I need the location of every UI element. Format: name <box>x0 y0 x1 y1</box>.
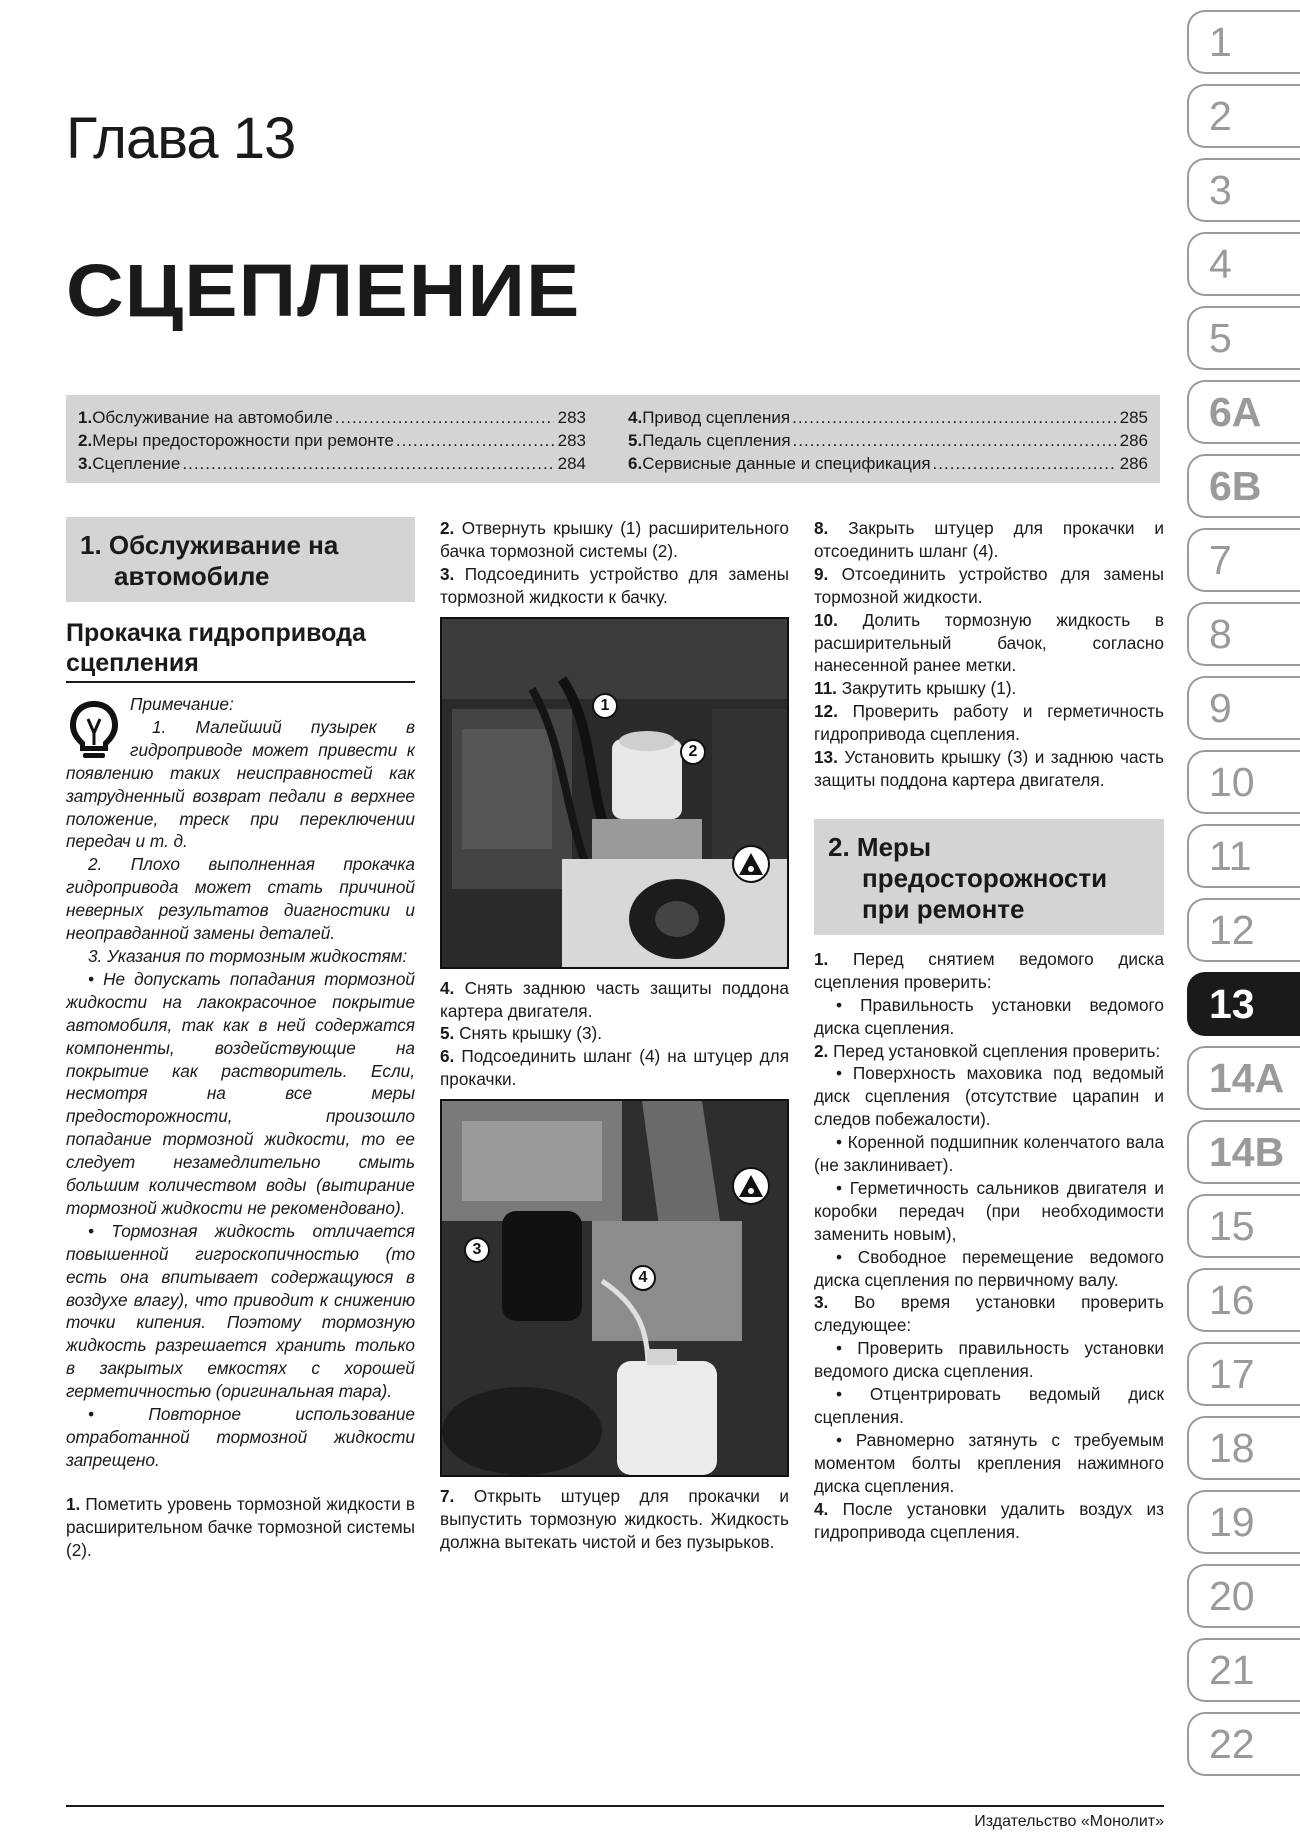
step-paragraph <box>440 1485 789 1554</box>
footer-divider <box>66 1805 1164 1807</box>
step-number: 1. <box>66 1493 81 1514</box>
section-2-title-line1: Меры <box>856 831 932 862</box>
precaution-bullet: • Свободное перемещение ведомого диска сцепления по первичному валу. <box>814 1246 1164 1290</box>
step-number: 5. <box>440 1023 455 1044</box>
engine-bay-photo <box>440 617 789 969</box>
table-of-contents <box>66 395 1160 483</box>
step-text: Подсоединить шланг (4) на штуцер для прокачки. <box>440 1046 789 1090</box>
section-2-heading <box>814 819 1164 935</box>
note-paragraph: 3. Указания по тормозным жидкостям: <box>88 945 408 966</box>
step-paragraph <box>814 563 1164 609</box>
text-column-2 <box>440 517 789 1554</box>
step-paragraph <box>440 1045 789 1091</box>
precaution-paragraph <box>814 1291 1164 1337</box>
chapter-tab[interactable]: 6A <box>1187 380 1300 444</box>
chapter-tab[interactable]: 21 <box>1187 1638 1300 1702</box>
callout-marker: 2 <box>680 739 706 765</box>
section-2-title-line3: при ремонте <box>862 893 1025 924</box>
step-number: 10. <box>814 609 838 630</box>
precaution-bullet: • Поверхность маховика под ведомый диск сцепления (отсутствие царапин и следов побежалости). <box>814 1063 1164 1130</box>
precaution-text: Во время установки проверить следующее: <box>814 1292 1164 1336</box>
step-paragraph <box>440 517 789 563</box>
step-number: 2. <box>440 518 455 538</box>
step-paragraph <box>440 977 789 1023</box>
precaution-text: После установки удалить воздух из гидропривода сцепления. <box>814 1498 1164 1542</box>
toc-leader <box>792 406 1116 429</box>
precaution-paragraph <box>814 1040 1164 1063</box>
step-paragraph <box>814 746 1164 792</box>
note-paragraph: 1. Малейший пузырек в гидроприводе может привести к появлению таких неисправностей как затрудненный возврат педали в верхнее положение, треск при переключении передач и т. д. <box>66 716 415 852</box>
precaution-bullet: • Герметичность сальников двигателя и коробки передач (при необходимости заменить новым), <box>814 1177 1164 1244</box>
toc-item-label: Меры предосторожности при ремонте <box>92 431 394 450</box>
step-paragraph <box>66 1493 415 1562</box>
step-number: 13. <box>814 747 838 768</box>
step-number: 3. <box>440 563 455 584</box>
step-number: 6. <box>440 1046 455 1067</box>
section-1-heading <box>66 517 415 602</box>
precaution-number: 4. <box>814 1498 829 1519</box>
note-block <box>66 693 415 1472</box>
toc-leader <box>182 452 553 475</box>
step-paragraph <box>440 563 789 609</box>
chapter-tab[interactable]: 11 <box>1187 824 1300 888</box>
section-1-title-line2: автомобиле <box>114 561 270 591</box>
step-text: Снять крышку (3). <box>459 1023 603 1044</box>
chapter-tab[interactable]: 1 <box>1187 10 1300 74</box>
chapter-tab[interactable]: 8 <box>1187 602 1300 666</box>
toc-item-number: 3. <box>78 454 93 473</box>
chapter-tab[interactable]: 10 <box>1187 750 1300 814</box>
toc-item-number: 5. <box>628 431 643 450</box>
toc-item-label: Сцепление <box>92 454 181 473</box>
step-number: 7. <box>440 1486 455 1507</box>
toc-leader <box>793 429 1116 452</box>
warning-icon <box>732 1167 770 1205</box>
chapter-tab[interactable]: 14A <box>1187 1046 1300 1110</box>
toc-item[interactable] <box>78 406 586 429</box>
chapter-tab[interactable]: 9 <box>1187 676 1300 740</box>
chapter-tab[interactable]: 18 <box>1187 1416 1300 1480</box>
step-text: Открыть штуцер для прокачки и выпустить тормозную жидкость. Жидкость должна вытекать чистой и без пузырьков. <box>440 1486 789 1552</box>
step-text: Пометить уровень тормозной жидкости в расширительном бачке тормозной системы (2). <box>66 1493 415 1560</box>
step-number: 8. <box>814 518 829 538</box>
step-paragraph <box>440 1022 789 1045</box>
precaution-bullet: • Отцентрировать ведомый диск сцепления. <box>814 1384 1164 1427</box>
subsection-heading: Прокачка гидропривода сцепления <box>66 618 415 683</box>
step-text: Отвернуть крышку (1) расширительного бачка тормозной системы (2). <box>440 518 789 561</box>
precaution-text: Перед снятием ведомого диска сцепления проверить: <box>814 948 1164 992</box>
step-text: Подсоединить устройство для замены тормозной жидкости к бачку. <box>440 563 789 607</box>
precaution-number: 3. <box>814 1292 829 1313</box>
chapter-tab[interactable]: 15 <box>1187 1194 1300 1258</box>
toc-item-number: 4. <box>628 408 643 427</box>
toc-item[interactable] <box>628 429 1148 452</box>
step-number: 11. <box>814 678 837 699</box>
toc-item-number: 2. <box>78 431 93 450</box>
note-bullet: • Повторное использование отработанной тормозной жидкости запрещено. <box>66 1404 415 1470</box>
step-paragraph <box>814 677 1164 700</box>
toc-item-label: Сервисные данные и спецификация <box>642 454 931 473</box>
toc-item-page: 286 <box>1119 454 1148 473</box>
toc-item-label: Привод сцепления <box>642 408 791 427</box>
warning-icon <box>732 845 770 883</box>
step-text: Долить тормозную жидкость в расширительный бачок, согласно нанесенной ранее метки. <box>814 609 1164 676</box>
step-text: Закрыть штуцер для прокачки и отсоединить шланг (4). <box>814 518 1165 561</box>
precaution-number: 1. <box>814 948 829 969</box>
chapter-tab[interactable]: 5 <box>1187 306 1300 370</box>
chapter-tab[interactable]: 2 <box>1187 84 1300 148</box>
toc-item-page: 286 <box>1119 431 1148 450</box>
step-text: Снять заднюю часть защиты поддона картера двигателя. <box>440 977 789 1021</box>
lightbulb-icon <box>66 699 122 759</box>
callout-marker: 1 <box>592 693 618 719</box>
toc-item-label: Обслуживание на автомобиле <box>92 408 333 427</box>
toc-column-left <box>78 406 586 475</box>
toc-leader <box>335 406 554 429</box>
precaution-bullet: • Правильность установки ведомого диска сцепления. <box>814 994 1164 1038</box>
toc-leader <box>933 452 1116 475</box>
callout-marker: 4 <box>630 1265 656 1291</box>
step-text: Закрутить крышку (1). <box>841 678 1017 699</box>
section-2-title-line2: предосторожности <box>862 862 1108 893</box>
step-number: 12. <box>814 701 838 722</box>
toc-item[interactable] <box>78 452 586 475</box>
precaution-number: 2. <box>814 1040 829 1061</box>
toc-item-page: 284 <box>557 454 586 473</box>
note-title: Примечание: <box>130 694 234 714</box>
chapter-tab[interactable]: 12 <box>1187 898 1300 962</box>
chapter-tab[interactable]: 7 <box>1187 528 1300 592</box>
toc-item[interactable] <box>78 429 586 452</box>
chapter-tab[interactable]: 3 <box>1187 158 1300 222</box>
chapter-tab[interactable]: 17 <box>1187 1342 1300 1406</box>
step-text: Установить крышку (3) и заднюю часть защиты поддона картера двигателя. <box>814 747 1164 790</box>
text-column-1 <box>66 517 415 1562</box>
toc-column-right <box>628 406 1148 475</box>
section-2-number: 2. <box>828 831 850 862</box>
chapter-title: СЦЕПЛЕНИЕ <box>66 249 581 332</box>
toc-item-number: 6. <box>628 454 643 473</box>
toc-item-label: Педаль сцепления <box>642 431 791 450</box>
precaution-bullet: • Равномерно затянуть с требуемым моментом болты крепления нажимного диска сцепления. <box>814 1429 1164 1496</box>
step-number: 4. <box>440 977 455 998</box>
toc-item-page: 283 <box>557 431 586 450</box>
chapter-tab[interactable]: 14B <box>1187 1120 1300 1184</box>
chapter-number: Глава 13 <box>66 106 296 171</box>
precaution-paragraph <box>814 948 1164 994</box>
step-number: 9. <box>814 563 829 584</box>
step-text: Отсоединить устройство для замены тормозной жидкости. <box>814 563 1164 607</box>
bleeder-illustration <box>442 1101 787 1475</box>
chapter-tab[interactable]: 19 <box>1187 1490 1300 1554</box>
engine-bay-illustration <box>442 619 787 967</box>
precaution-bullet: • Проверить правильность установки ведомого диска сцепления. <box>814 1338 1164 1382</box>
text-column-3 <box>814 517 1164 1543</box>
section-1-title-line1: Обслуживание на <box>108 530 339 560</box>
note-bullet: • Тормозная жидкость отличается повышенной гигроскопичностью (то есть она впитывает содержащуюся в воздухе влагу), что приводит к снижению точки кипения. Поэтому тормозную жидкость разрешается хранить только в закрытых емкостях с хорошей герметичностью (оригинальная тара). <box>66 1220 415 1402</box>
toc-item-number: 1. <box>78 408 93 427</box>
step-paragraph <box>814 700 1164 746</box>
toc-item-page: 285 <box>1119 408 1148 427</box>
step-paragraph <box>814 609 1164 678</box>
toc-item[interactable] <box>628 406 1148 429</box>
precaution-bullet: • Коренной подшипник коленчатого вала (не заклинивает). <box>814 1132 1164 1176</box>
toc-item-page: 283 <box>557 408 586 427</box>
callout-marker: 3 <box>464 1237 490 1263</box>
chapter-tab[interactable]: 16 <box>1187 1268 1300 1332</box>
note-bullet: • Не допускать попадания тормозной жидкости на лакокрасочное покрытие автомобиля, так как в ней содержатся компоненты, воздействующие на покрытие как растворитель. Если, несмотря на все меры предосторожности, произошло попадание тормозной жидкости, то ее следует незамедлительно смыть большим количеством воды (вытирание тормозной жидкости не рекомендовано). <box>66 968 415 1218</box>
step-text: Проверить работу и герметичность гидропривода сцепления. <box>814 701 1164 745</box>
chapter-tab[interactable]: 4 <box>1187 232 1300 296</box>
note-paragraph: 2. Плохо выполненная прокачка гидропривода может стать причиной неверных результатов диагностики и неоправданной замены деталей. <box>66 854 415 944</box>
precaution-paragraph <box>814 1498 1164 1544</box>
section-1-number: 1. <box>80 530 102 560</box>
chapter-tab-active[interactable]: 13 <box>1187 972 1300 1036</box>
chapter-tab[interactable]: 22 <box>1187 1712 1300 1776</box>
publisher-name: Издательство «Монолит» <box>974 1813 1164 1830</box>
bleeder-photo <box>440 1099 789 1477</box>
step-paragraph <box>814 517 1164 563</box>
toc-leader <box>396 429 554 452</box>
toc-item[interactable] <box>628 452 1148 475</box>
chapter-tab[interactable]: 6B <box>1187 454 1300 518</box>
chapter-tab[interactable]: 20 <box>1187 1564 1300 1628</box>
precaution-text: Перед установкой сцепления проверить: <box>833 1040 1161 1061</box>
